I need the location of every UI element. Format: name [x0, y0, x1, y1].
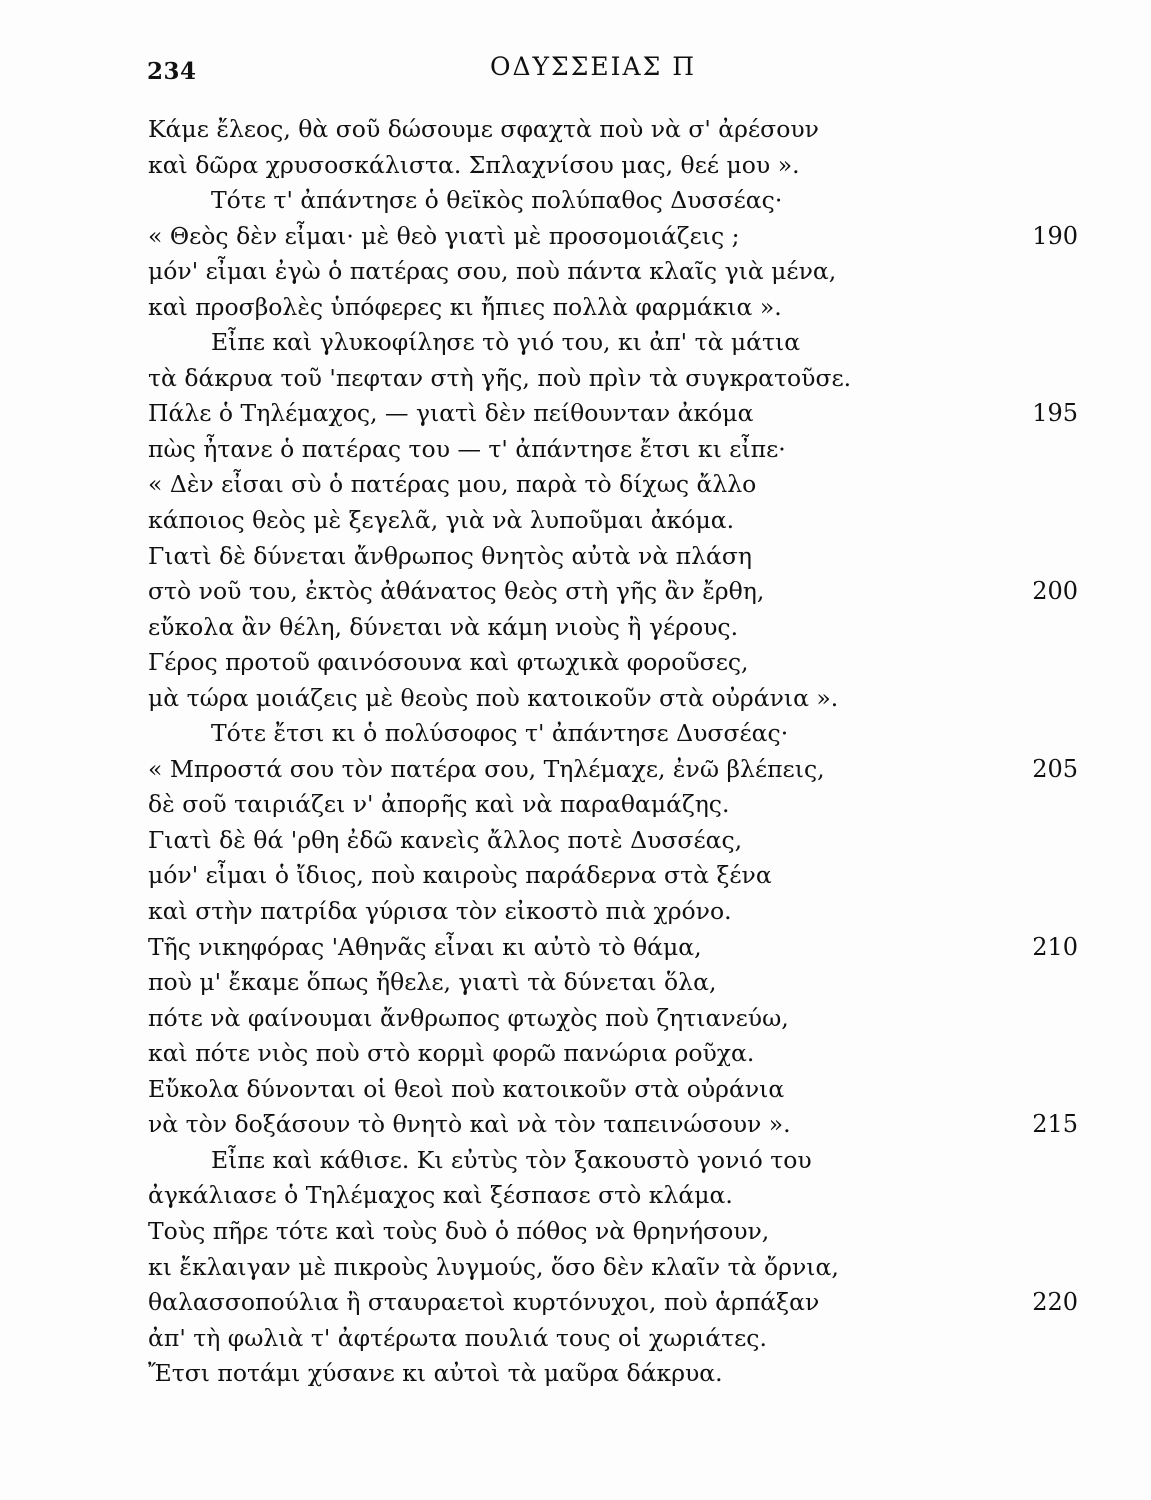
verse-text: ἀγκάλιασε ὁ Τηλέμαχος καὶ ξέσπασε στὸ κλάμα. — [148, 1181, 733, 1210]
verse-line — [148, 1214, 1078, 1250]
verse-line — [148, 290, 1078, 326]
line-number: 195 — [1032, 399, 1078, 428]
verse-line — [148, 1107, 1078, 1143]
verse-text: Εἶπε καὶ κάθισε. Κι εὐτὺς τὸν ξακουστὸ γονιό του — [211, 1145, 812, 1174]
verse-line — [148, 1072, 1078, 1108]
verse-text: « Θεὸς δὲν εἶμαι· μὲ θεὸ γιατὶ μὲ προσομοιάζεις ; — [148, 221, 740, 250]
running-head: ΟΔΥΣΣΕΙΑΣ Π — [490, 52, 697, 81]
verse-line — [148, 325, 1078, 361]
verse-line — [148, 467, 1078, 503]
verse-line — [148, 894, 1078, 930]
verse-line — [148, 645, 1078, 681]
verse-text: νὰ τὸν δοξάσουν τὸ θνητὸ καὶ νὰ τὸν ταπεινώσουν ». — [148, 1110, 791, 1139]
verse-line — [148, 965, 1078, 1001]
verse-text: εὔκολα ἂν θέλη, δύνεται νὰ κάμη νιοὺς ἢ γέρους. — [148, 612, 739, 641]
verse-text: καὶ προσβολὲς ὑπόφερες κι ἤπιες πολλὰ φαρμάκια ». — [148, 292, 782, 321]
page-number: 234 — [147, 58, 197, 85]
verse-line — [148, 1143, 1078, 1179]
verse-text: Γιατὶ δὲ δύνεται ἄνθρωπος θνητὸς αὐτὰ νὰ πλάση — [148, 541, 753, 570]
verse-text: καὶ στὴν πατρίδα γύρισα τὸν εἰκοστὸ πιὰ χρόνο. — [148, 897, 732, 926]
verse-line — [148, 1285, 1078, 1321]
verse-line — [148, 112, 1078, 148]
verse-text: τὰ δάκρυα τοῦ 'πεφταν στὴ γῆς, ποὺ πρὶν τὰ συγκρατοῦσε. — [148, 363, 852, 392]
verse-line — [148, 823, 1078, 859]
verse-line — [148, 787, 1078, 823]
verse-line — [148, 432, 1078, 468]
verse-text: Γέρος προτοῦ φαινόσουνα καὶ φτωχικὰ φοροῦσες, — [148, 648, 749, 677]
verse-line — [148, 183, 1078, 219]
verse-text: Τότε ἔτσι κι ὁ πολύσοφος τ' ἀπάντησε Δυσσέας· — [211, 719, 789, 748]
verse-line — [148, 539, 1078, 575]
verse-text: πότε νὰ φαίνουμαι ἄνθρωπος φτωχὸς ποὺ ζητιανεύω, — [148, 1003, 789, 1032]
line-number: 200 — [1032, 577, 1078, 606]
verse-line — [148, 503, 1078, 539]
verse-line — [148, 1356, 1078, 1392]
verse-line — [148, 858, 1078, 894]
verse-line — [148, 930, 1078, 966]
verse-text: ἀπ' τὴ φωλιὰ τ' ἀφτέρωτα πουλιά τους οἱ χωριάτες. — [148, 1323, 767, 1352]
line-number: 210 — [1032, 932, 1078, 961]
verse-text: δὲ σοῦ ταιριάζει ν' ἀπορῆς καὶ νὰ παραθαμάζης. — [148, 790, 730, 819]
verse-text: Τότε τ' ἀπάντησε ὁ θεϊκὸς πολύπαθος Δυσσέας· — [211, 186, 783, 215]
verse-line — [148, 1001, 1078, 1037]
verse-line — [148, 1250, 1078, 1286]
verse-line — [148, 1036, 1078, 1072]
verse-line — [148, 219, 1078, 255]
line-number: 215 — [1032, 1110, 1078, 1139]
verse-text: μόν' εἶμαι ὁ ἴδιος, ποὺ καιροὺς παράδερνα στὰ ξένα — [148, 861, 772, 890]
verse-text: Κάμε ἔλεος, θὰ σοῦ δώσουμε σφαχτὰ ποὺ νὰ σ' ἀρέσουν — [148, 115, 819, 143]
verse-text: θαλασσοπούλια ἢ σταυραετοὶ κυρτόνυχοι, ποὺ ἁρπάξαν — [148, 1288, 820, 1317]
verse-text: μόν' εἶμαι ἐγὼ ὁ πατέρας σου, ποὺ πάντα κλαῖς γιὰ μένα, — [148, 257, 837, 286]
verse-line — [148, 396, 1078, 432]
verse-text: « Δὲν εἶσαι σὺ ὁ πατέρας μου, παρὰ τὸ δίχως ἄλλο — [148, 470, 757, 499]
verse-text: Τοὺς πῆρε τότε καὶ τοὺς δυὸ ὁ πόθος νὰ θρηνήσουν, — [148, 1216, 770, 1245]
verse-line — [148, 716, 1078, 752]
verse-line — [148, 254, 1078, 290]
verse-text: κάποιος θεὸς μὲ ξεγελᾶ, γιὰ νὰ λυποῦμαι ἀκόμα. — [148, 506, 735, 535]
line-number: 220 — [1032, 1288, 1078, 1317]
verse-text: πὼς ἦτανε ὁ πατέρας του — τ' ἀπάντησε ἔτσι κι εἶπε· — [148, 434, 786, 463]
verse-line — [148, 752, 1078, 788]
verse-text: « Μπροστά σου τὸν πατέρα σου, Τηλέμαχε, ἐνῶ βλέπεις, — [148, 754, 825, 783]
verse-text: κι ἔκλαιγαν μὲ πικροὺς λυγμούς, ὅσο δὲν κλαῖν τὰ ὄρνια, — [148, 1252, 839, 1281]
verse-line — [148, 610, 1078, 646]
verse-text: Εὔκολα δύνονται οἱ θεοὶ ποὺ κατοικοῦν στὰ οὐράνια — [148, 1074, 785, 1103]
verse-line — [148, 1178, 1078, 1214]
verse-text: καὶ πότε νιὸς ποὺ στὸ κορμὶ φορῶ πανώρια ροῦχα. — [148, 1039, 755, 1068]
verse-text: ποὺ μ' ἔκαμε ὅπως ἤθελε, γιατὶ τὰ δύνεται ὅλα, — [148, 968, 717, 997]
verse-line — [148, 681, 1078, 717]
line-number: 205 — [1032, 754, 1078, 783]
verse-line — [148, 1321, 1078, 1357]
verse-line — [148, 574, 1078, 610]
verse-text: Γιατὶ δὲ θά 'ρθη ἐδῶ κανεὶς ἄλλος ποτὲ Δυσσέας, — [148, 825, 743, 854]
verse-text: Πάλε ὁ Τηλέμαχος, — γιατὶ δὲν πείθουνταν ἀκόμα — [148, 399, 754, 428]
verse-text: Εἶπε καὶ γλυκοφίλησε τὸ γιό του, κι ἀπ' τὰ μάτια — [211, 328, 801, 357]
verse-line — [148, 148, 1078, 184]
verse-text: καὶ δῶρα χρυσοσκάλιστα. Σπλαχνίσου μας, θεέ μου ». — [148, 150, 800, 179]
verse-text: στὸ νοῦ του, ἐκτὸς ἀθάνατος θεὸς στὴ γῆς ἂν ἔρθη, — [148, 577, 765, 606]
verse-text: Τῆς νικηφόρας 'Αθηνᾶς εἶναι κι αὐτὸ τὸ θάμα, — [148, 932, 702, 961]
verse-text: Ἔτσι ποτάμι χύσανε κι αὐτοὶ τὰ μαῦρα δάκρυα. — [148, 1359, 723, 1388]
verse-block — [148, 112, 1078, 1392]
verse-line — [148, 361, 1078, 397]
verse-text: μὰ τώρα μοιάζεις μὲ θεοὺς ποὺ κατοικοῦν στὰ οὐράνια ». — [148, 683, 839, 712]
line-number: 190 — [1032, 221, 1078, 250]
